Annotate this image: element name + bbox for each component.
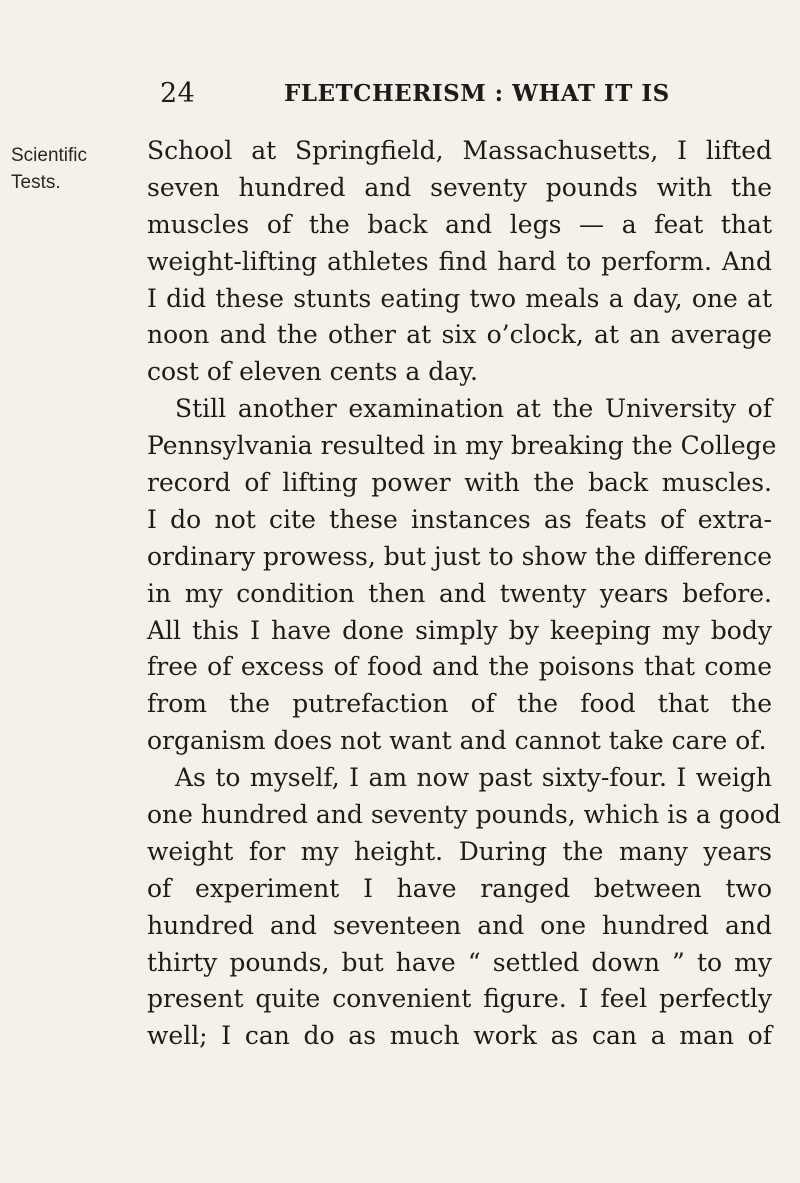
text-line: record of lifting power with the back muscles. [147,468,772,498]
text-line: present quite convenient figure. I feel perfectly [147,984,772,1014]
body-text [147,133,781,1055]
text-line: noon and the other at six o’clock, at an average [147,320,772,350]
text-line: cost of eleven cents a day. [147,357,478,387]
margin-note [11,142,126,196]
text-line: seven hundred and seventy pounds with the [147,172,772,202]
text-line: free of excess of food and the poisons that come [147,652,772,682]
text-line: As to myself, I am now past sixty-four. I weigh [175,763,772,793]
text-line: School at Springfield, Massachusetts, I lifted [147,136,772,165]
text-line: weight-lifting athletes find hard to perform. And [147,246,772,276]
text-line: hundred and seventeen and one hundred and [147,910,772,940]
text-line: muscles of the back and legs — a feat that [147,209,772,239]
running-header [160,78,744,109]
text-line: ordinary prowess, but just to show the difference [147,541,773,571]
text-line: weight for my height. During the many years [147,836,772,866]
text-line: from the putrefaction of the food that the [147,689,772,719]
margin-note-line: Tests. [11,172,61,193]
text-line: Still another examination at the University of [175,394,772,424]
text-line: thirty pounds, but have “ settled down ” to my [147,947,772,977]
text-line: of experiment I have ranged between two [147,873,772,903]
margin-note-line: Scientific [11,145,88,166]
text-line: one hundred and seventy pounds, which is a good [147,800,781,830]
text-line: well; I can do as much work as can a man of [147,1021,772,1051]
text-line: in my condition then and twenty years before. [147,578,772,608]
page-number: 24 [160,78,196,109]
text-line: organism does not want and cannot take care of. [147,726,767,756]
text-line: I do not cite these instances as feats of extra- [147,504,772,534]
text-line: I did these stunts eating two meals a day, one at [147,283,772,313]
text-line: Pennsylvania resulted in my breaking the College [147,431,777,461]
text-line: All this I have done simply by keeping my body [147,615,772,645]
running-title: FLETCHERISM : WHAT IT IS [284,80,670,107]
